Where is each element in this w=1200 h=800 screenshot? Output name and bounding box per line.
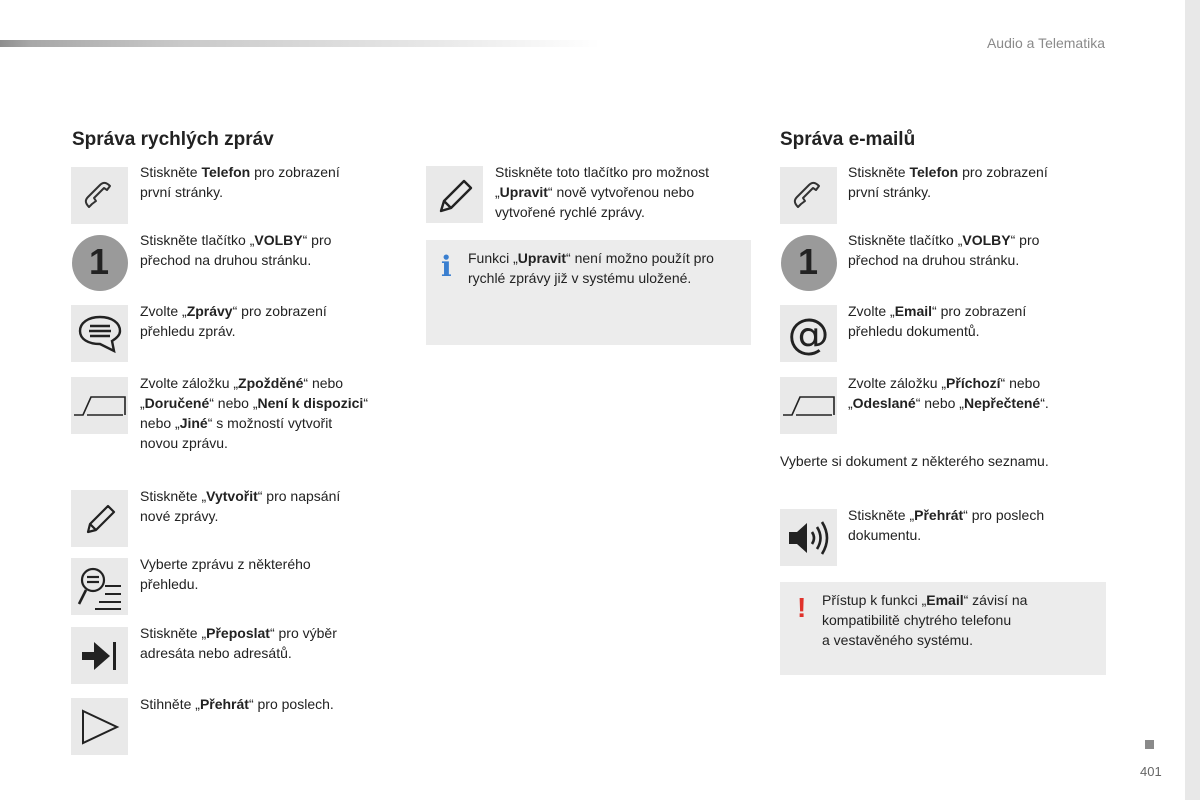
bold-term: Jiné <box>179 415 208 431</box>
messages-icon <box>71 305 128 362</box>
tab-icon <box>71 377 128 434</box>
bold-term: Odeslané <box>852 395 916 411</box>
step-text: Stiskněte tlačítko „VOLBY“ pro přechod na druhou stránku. <box>140 232 332 268</box>
page-edge <box>1185 0 1200 800</box>
step-one-icon <box>71 234 128 291</box>
bold-term: Přeposlat <box>206 625 270 641</box>
page-number: 401 <box>1140 764 1162 779</box>
info-text: Funkci „Upravit“ není možno použít pro rychlé zprávy již v systému uložené. <box>468 250 714 286</box>
bold-term: Telefon <box>909 164 959 180</box>
bold-term: Zpožděné <box>238 375 304 391</box>
warning-text: Přístup k funkci „Email“ závisí na kompatibilitě chytrého telefonu a vestavěného systému. <box>822 592 1028 648</box>
at-sign-glyph: @ <box>787 309 830 358</box>
bold-term: Přehrát <box>914 507 964 523</box>
edit-step-text: Stiskněte toto tlačítko pro možnost „Upravit“ nově vytvořenou nebo vytvořené rychlé zprávy. <box>495 164 709 220</box>
bold-term: Upravit <box>499 184 548 200</box>
page-marker <box>1145 740 1154 749</box>
step-text: Zvolte „Email“ pro zobrazení přehledu dokumentů. <box>848 303 1027 339</box>
play-icon <box>71 698 128 755</box>
step-text: Stiskněte Telefon pro zobrazení první stránky. <box>140 164 340 200</box>
info-icon: i <box>441 250 452 283</box>
bold-term: Doručené <box>144 395 210 411</box>
bold-term: VOLBY <box>962 232 1011 248</box>
speaker-icon <box>780 509 837 566</box>
bold-term: Email <box>926 592 964 608</box>
pencil-icon <box>426 166 483 223</box>
step-number: 1 <box>88 241 110 282</box>
bold-term: Nepřečtené <box>963 395 1041 411</box>
bold-term: Přehrát <box>199 696 249 712</box>
section-header: Audio a Telematika <box>986 35 1105 51</box>
step-text: Vyberte zprávu z některého přehledu. <box>140 556 311 592</box>
select-document-text: Vyberte si dokument z některého seznamu. <box>780 453 1049 469</box>
pencil-icon <box>71 490 128 547</box>
header-gradient-bar <box>0 40 600 47</box>
step-text: Stiskněte „Přehrát“ pro poslech dokumentu. <box>848 507 1045 543</box>
step-text: Zvolte záložku „Příchozí“ nebo „Odeslané“ nebo „Nepřečtené“. <box>848 375 1049 411</box>
warning-icon: ! <box>797 592 807 623</box>
step-one-icon <box>780 234 837 291</box>
step-text: Stiskněte Telefon pro zobrazení první stránky. <box>848 164 1048 200</box>
step-text: Stiskněte „Vytvořit“ pro napsání nové zprávy. <box>140 488 341 524</box>
warning-note <box>780 582 1106 675</box>
right-section-title: Správa e-mailů <box>780 129 916 150</box>
bold-term: Vytvořit <box>206 488 258 504</box>
bold-term: Není k dispozici <box>257 395 364 411</box>
bold-term: Telefon <box>201 164 251 180</box>
step-number: 1 <box>797 241 819 282</box>
info-note <box>426 240 751 345</box>
tab-icon <box>780 377 837 434</box>
step-text: Zvolte „Zprávy“ pro zobrazení přehledu zpráv. <box>140 303 327 339</box>
step-text: Stihněte „Přehrát“ pro poslech. <box>140 696 334 712</box>
phone-icon <box>780 167 837 224</box>
bold-term: Příchozí <box>946 375 1001 391</box>
bold-term: VOLBY <box>254 232 303 248</box>
step-text: Stiskněte tlačítko „VOLBY“ pro přechod na druhou stránku. <box>848 232 1040 268</box>
forward-icon <box>71 627 128 684</box>
bold-term: Zprávy <box>186 303 233 319</box>
bold-term: Email <box>894 303 933 319</box>
message-list-icon <box>71 558 128 615</box>
left-section-title: Správa rychlých zpráv <box>72 129 274 150</box>
step-text: Zvolte záložku „Zpožděné“ nebo „Doručené“ nebo „Není k dispozici“ nebo „Jiné“ s možností vytvořit novou zprávu. <box>140 375 368 451</box>
phone-icon <box>71 167 128 224</box>
step-text: Stiskněte „Přeposlat“ pro výběr adresáta nebo adresátů. <box>140 625 337 661</box>
at-sign-icon <box>780 305 837 362</box>
bold-term: Upravit <box>517 250 567 266</box>
